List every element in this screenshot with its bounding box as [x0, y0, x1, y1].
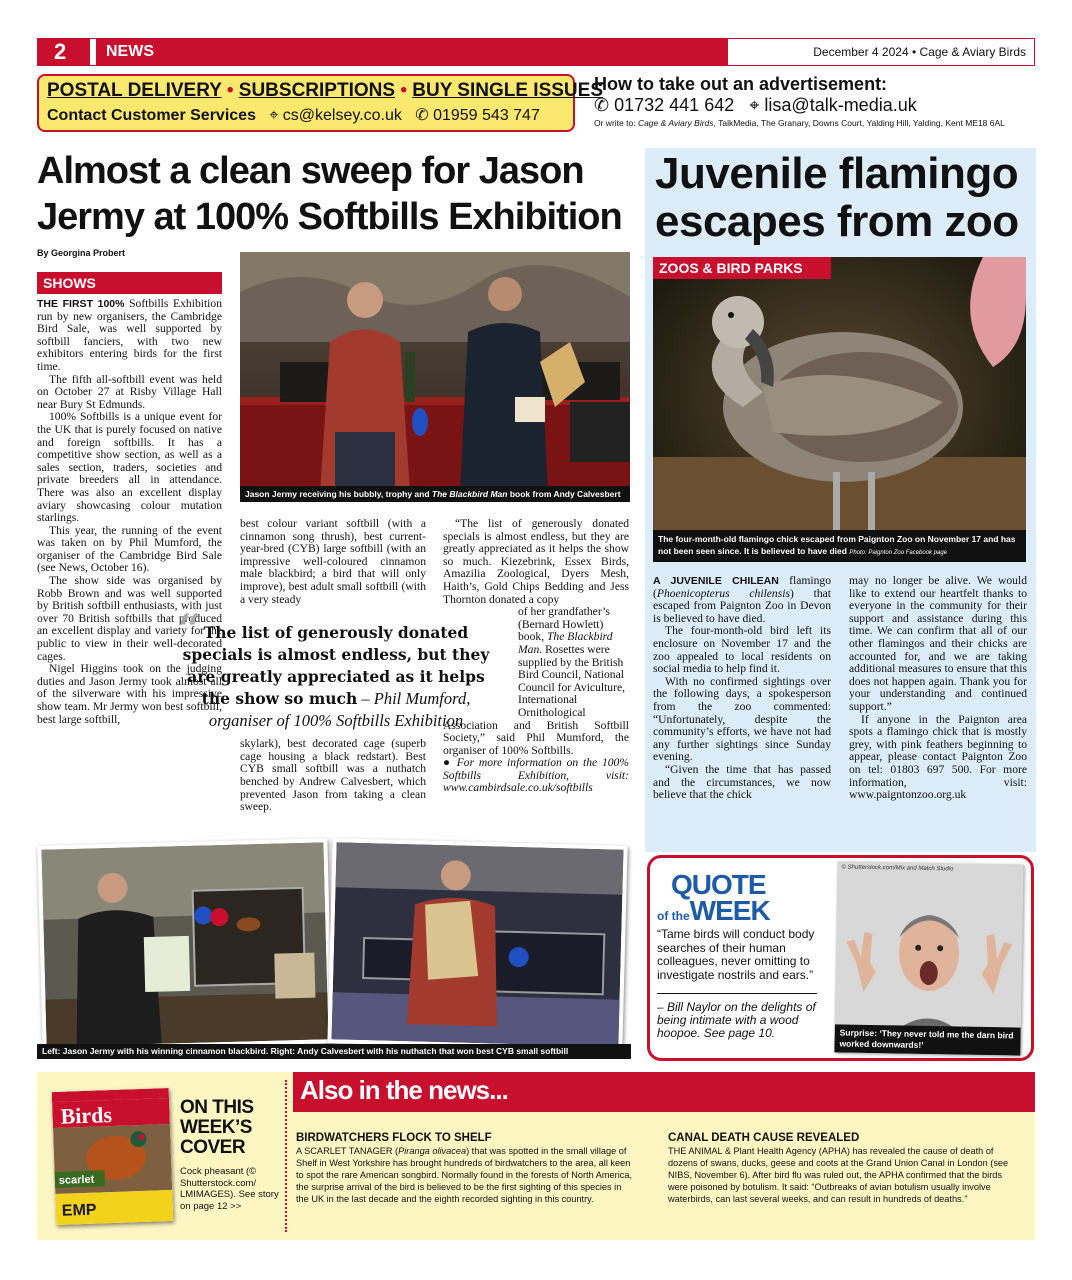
flamingo-column-2: may no longer be alive. We would like to extend our heartfelt thanks to everyone in the community for their support and assistance during this time. We can confirm that all of our other flamingos and their chicks are accounted for, and we are taking additional measures to ensure that this does not happen again. Thank you for your understanding and continued support.” If anyone in the Paignton area spots a flamingo chick that is mostly grey, with pink feathers beginning to appear, please contact Paignton Zoo on tel: 01803 697 500. For more information, visit: www.paigntonzoo.org.uk: [849, 574, 1027, 802]
news-item-body: A SCARLET TANAGER (Piranga olivacea) that was spotted in the small village of Shelf in West Yorkshire has brought hundreds of birdwatchers to the area, all keen to spot the rare American songbird. Normally found in the forests of North America, the surprise arrival of the bird is believed to be the first sighting of this species in the UK in the last decade and the eighth recorded sighting in this country.: [296, 1146, 633, 1204]
quote-mark-icon: “: [176, 604, 201, 660]
issue-info: December 4 2024 • Cage & Aviary Birds: [813, 45, 1026, 59]
surprise-caption: Surprise: ‘They never told me the darn bird worked downwards!’: [834, 1024, 1020, 1055]
cover-title: ON THIS WEEK’S COVER: [180, 1097, 254, 1158]
postal-delivery-link[interactable]: POSTAL DELIVERY: [47, 80, 222, 101]
advert-address: Or write to: Cage & Aviary Birds, TalkMedia, The Granary, Downs Court, Yalding Hill, Yalding, Kent ME18 6AL: [594, 118, 1005, 128]
contact-box: POSTAL DELIVERY • SUBSCRIPTIONS • BUY SINGLE ISSUES Contact Customer Services ⌖ cs@kelsey.co.uk ✆ 01959 543 747: [37, 74, 575, 132]
page-number: 2: [38, 39, 90, 65]
blackbird-photo: [37, 838, 332, 1051]
news-item-heading: BIRDWATCHERS FLOCK TO SHELF: [296, 1132, 492, 1144]
main-column-3: “The list of generously donated specials is almost endless, but they are greatly appreciated as it helps the show so much. Kiezebrink, Essex Birds, Amazilia Zoological, Dyers Mesh, Haith’s, Gold Chips Bedding and Jess Thornton donated a copy of her grandfather’s (Bernard Howlett) book, The Blackbird Man. Rosettes were supplied by the British Bird Council, National Council for Aviculture, International Ornithological Association and British Softbill Society,” said Phil Mumford, the organiser of 100% Softbills. ● For more information on the 100% Softbills Exhibition, visit: www.cambirdsale.co.uk/softbills: [443, 517, 629, 795]
surprised-man-photo: [834, 861, 1023, 1055]
customer-phone[interactable]: 01959 543 747: [433, 107, 540, 124]
mouse-icon: ⌖: [260, 107, 279, 124]
quote-text: “Tame birds will conduct body searches of their human colleagues, never omitting to investigate nostrils and ears.”: [657, 927, 815, 982]
news-item-body: THE ANIMAL & Plant Health Agency (APHA) has revealed the cause of death of dozens of swans, ducks, geese and coots at the Grand Union Canal in London (see NIBS, November 6). After bird flu was ruled out, the APHA confirmed that the birds were poisoned by botulism. It said: “Outbreaks of avian botulism usually involve waterbirds, can last several weeks, and can result in hundreds of deaths.”: [668, 1146, 1009, 1204]
advert-info: [594, 74, 1036, 134]
bottom-photo-caption: Left: Jason Jermy with his winning cinnamon blackbird. Right: Andy Calvesbert with his nuthatch that won best CYB small softbill: [37, 1044, 631, 1059]
photo-credit: © Shutterstock.com/Mix and Match Studio: [841, 864, 954, 873]
main-column-2: best colour variant softbill (with a cinnamon song thrush), best current-year-bred (CYB) large softbill (with an impressive well-coloured cinnamon male blackbird; a bird that will only improve), best adult small softbill (with a very steady skylark), best decorated cage (superb cage housing a black redstart). Best CYB small softbill was a nuthatch benched by Andrew Calvesbert, which prevented Jason from taking a clean sweep.: [240, 517, 426, 814]
subscriptions-link[interactable]: SUBSCRIPTIONS: [238, 80, 396, 101]
customer-services-label: Contact Customer Services: [47, 107, 256, 124]
phone-icon: ✆: [594, 95, 610, 115]
svg-text:Birds: Birds: [60, 1102, 113, 1129]
main-column-1: THE FIRST 100% Softbills Exhibition run by new organisers, the Cambridge Bird Sale, was well supported by softbill fanciers, with two new exhibitors entering birds for the first time. The fifth all-softbill event was held on October 27 at Risby Village Hall near Bury St Edmunds. 100% Softbills is a unique event for the UK that is purely focused on native and foreign softbills. It has a competitive show section, as well as a sales section, traders, societies and private breeders all in attendance. There was also an excellent display aviary showcasing colour mutation starlings. This year, the running of the event was taken on by Phil Mumford, the organiser of the Cambridge Bird Sale (see News, October 16). The show side was organised by Robb Brown and was well supported by British softbill enthusiasts, with just over 70 British softbills that produced an excellent display and variety for the public to view in their well-decorated cages. Nigel Higgins took on the judging duties and Jason Jermy took almost all of the silverware with his impressive show team. Mr Jermy won best softbill, best large softbill,: [37, 297, 222, 726]
photo-caption: Jason Jermy receiving his bubbly, trophy and The Blackbird Man book from Andy Calvesbert: [240, 486, 630, 502]
section-label: NEWS: [96, 39, 728, 65]
news-item-birdwatchers: [296, 1132, 636, 1205]
advert-email[interactable]: lisa@talk-media.uk: [764, 95, 917, 115]
quote-divider: [657, 993, 817, 994]
nuthatch-photo-image: [331, 842, 623, 1046]
blackbird-photo-image: [41, 842, 328, 1046]
dotted-divider: [285, 1080, 287, 1232]
flamingo-headline: Juvenile flamingo escapes from zoo: [655, 149, 1019, 246]
more-info-link[interactable]: ● For more information on the 100% Softbills Exhibition, visit: www.cambirdsale.co.uk/softbills: [443, 756, 629, 795]
award-photo: [240, 252, 630, 502]
award-photo-image: [240, 252, 630, 502]
advert-title: How to take out an advertisement:: [594, 74, 888, 94]
pull-quote: The list of generously donated specials is almost endless, but they are greatly appreciated as it helps the show so much – Phil Mumford, organiser of 100% Softbills Exhibition: [182, 623, 490, 730]
quote-of-week-title: QUOTE of theWEEK: [657, 869, 770, 926]
mouse-icon: ⌖: [739, 95, 760, 115]
byline: By Georgina Probert: [37, 248, 126, 258]
news-item-heading: CANAL DEATH CAUSE REVEALED: [668, 1132, 860, 1144]
shows-tag: SHOWS: [37, 272, 222, 294]
flamingo-photo: [653, 257, 1026, 562]
zoos-tag: ZOOS & BIRD PARKS: [653, 257, 831, 279]
advert-phone[interactable]: 01732 441 642: [614, 95, 735, 115]
phone-icon: ✆: [406, 107, 429, 124]
flamingo-column-1: A JUVENILE CHILEAN flamingo (Phoenicopterus chilensis) that escaped from Paignton Zoo in Devon is believed to have died. The four-month-old bird left its enclosure on November 17 and the zoo appealed to local residents on social media to help find it. With no confirmed sightings over the following days, a spokesperson from the zoo commented: “Unfortunately, despite the community’s efforts, we have not had any further sightings since Sunday evening. “Given the time that has passed and the circumstances, we now believe that the chick: [653, 574, 831, 802]
cover-image: [52, 1088, 174, 1225]
magazine-cover-thumbnail[interactable]: [52, 1088, 174, 1225]
page-header: [37, 38, 1035, 66]
svg-text:EMP: EMP: [61, 1201, 97, 1220]
cover-description: Cock pheasant (© Shutterstock.com/ LMIMAGES). See story on page 12 >>: [180, 1166, 279, 1212]
svg-text:scarlet: scarlet: [58, 1173, 95, 1187]
customer-email[interactable]: cs@kelsey.co.uk: [282, 107, 402, 124]
nuthatch-photo: [327, 838, 627, 1051]
main-headline: Almost a clean sweep for Jason Jermy at 100% Softbills Exhibition: [37, 150, 622, 238]
also-in-news-title: Also in the news...: [300, 1075, 508, 1105]
quote-attribution: – Bill Naylor on the delights of being intimate with a wood hoopoe. See page 10.: [657, 1000, 816, 1040]
single-issues-link[interactable]: BUY SINGLE ISSUES: [412, 80, 604, 101]
flamingo-caption: The four-month-old flamingo chick escaped from Paignton Zoo on November 17 and has not been seen since. It is believed to have died Photo: Paignton Zoo Facebook page: [653, 530, 1026, 562]
news-item-canal: [668, 1132, 1020, 1205]
flamingo-photo-image: [653, 257, 1026, 562]
